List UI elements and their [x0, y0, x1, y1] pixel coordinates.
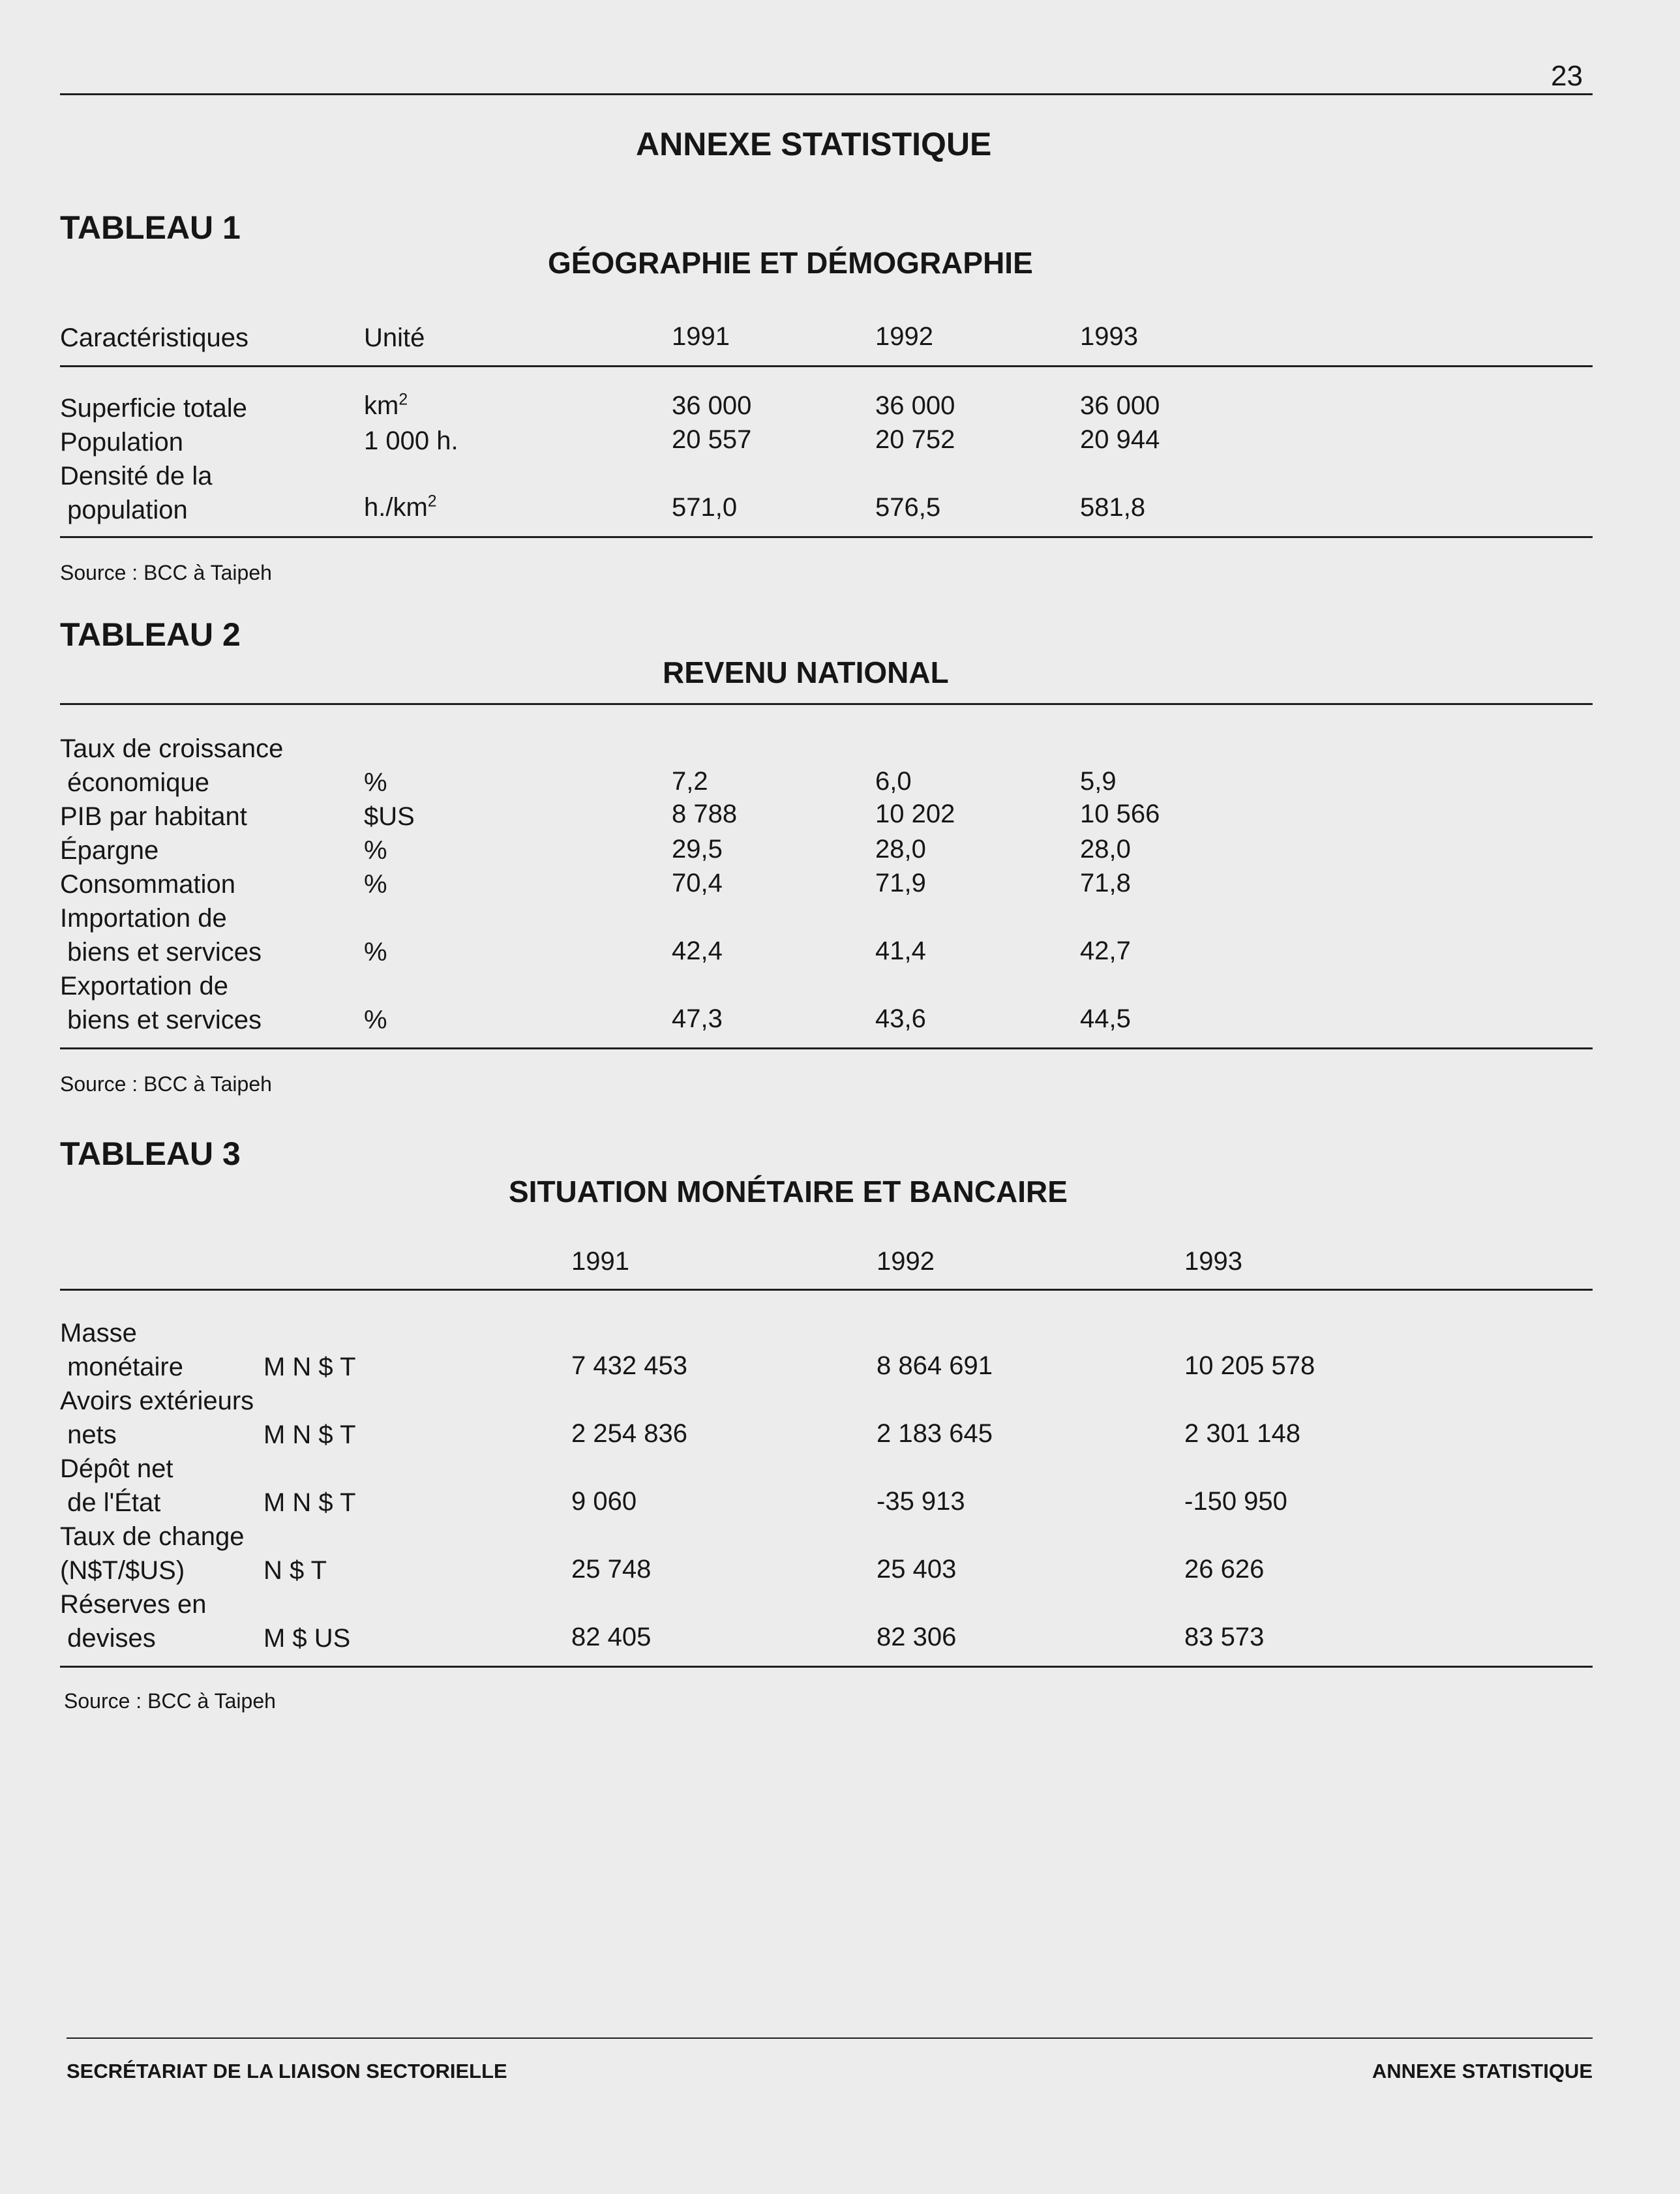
tableau1-header-characteristic: Caractéristiques	[60, 323, 249, 352]
table-cell-1992: 25 403	[877, 1555, 957, 1584]
table-row-unit: $h./km^2$	[364, 492, 437, 522]
tableau1-header-1993: 1993	[1080, 322, 1138, 351]
table-row-label: Masse	[60, 1319, 137, 1347]
table-cell-1991: 36 000	[672, 391, 752, 420]
tableau3-bottom-rule	[60, 1666, 1593, 1668]
tableau1-bottom-rule	[60, 536, 1593, 538]
table-cell-1992: 41,4	[875, 937, 926, 965]
table-row-label-cont: devises	[60, 1624, 156, 1653]
table-cell-1992: 20 752	[875, 425, 955, 454]
table-cell-1991: 20 557	[672, 425, 752, 454]
table-cell-1991: 2 254 836	[571, 1419, 687, 1448]
table-row-label-cont: monétaire	[60, 1353, 183, 1381]
table-cell-1993: 581,8	[1080, 493, 1146, 522]
table-row-unit: $km^2$	[364, 391, 408, 420]
tableau2-top-rule	[60, 703, 1593, 705]
table-cell-1992: 8 864 691	[877, 1351, 993, 1380]
table-row-label: Consommation	[60, 870, 236, 899]
table-row-label-cont: population	[60, 496, 188, 524]
table-cell-1991: 47,3	[672, 1004, 723, 1033]
table-row-label: Densité de la	[60, 462, 213, 490]
tableau3-header-1992: 1992	[877, 1247, 935, 1276]
tableau3-header-rule	[60, 1289, 1593, 1291]
table-row-label: Exportation de	[60, 972, 228, 1000]
table-cell-1991: 29,5	[672, 835, 723, 864]
table-row-label: Avoirs extérieurs	[60, 1387, 254, 1415]
table-row-label: Dépôt net	[60, 1454, 173, 1483]
table-row-label-cont: nets	[60, 1420, 117, 1449]
tableau3-title: SITUATION MONÉTAIRE ET BANCAIRE	[509, 1175, 1068, 1209]
table-cell-1991: 9 060	[571, 1487, 637, 1516]
table-cell-1991: 8 788	[672, 800, 738, 828]
table-cell-1993: 28,0	[1080, 835, 1131, 864]
table-cell-1992: 2 183 645	[877, 1419, 993, 1448]
table-cell-1992: 43,6	[875, 1004, 926, 1033]
tableau3-label: TABLEAU 3	[60, 1135, 241, 1172]
tableau2-label: TABLEAU 2	[60, 616, 241, 653]
tableau2-bottom-rule	[60, 1047, 1593, 1049]
table-cell-1993: 20 944	[1080, 425, 1160, 454]
table-row-label-cont: (N$T/$US)	[60, 1556, 185, 1585]
table-cell-1992: 10 202	[875, 800, 955, 828]
table-cell-1991: 7,2	[672, 767, 708, 796]
tableau1-source: Source : BCC à Taipeh	[60, 561, 272, 584]
table-cell-1991: 70,4	[672, 869, 723, 897]
table-row-label: Superficie totale	[60, 394, 247, 423]
table-row-label: Importation de	[60, 904, 227, 933]
table-row-unit: %	[364, 938, 387, 967]
table-cell-1993: 26 626	[1184, 1555, 1265, 1584]
table-cell-1991: 571,0	[672, 493, 738, 522]
table-row-label: Réserves en	[60, 1590, 207, 1619]
table-cell-1991: 25 748	[571, 1555, 652, 1584]
table-row-unit: M $ US	[263, 1624, 351, 1653]
table-row-label: Épargne	[60, 836, 159, 865]
page-number: 23	[1551, 60, 1583, 92]
table-row-unit: M N $ T	[263, 1420, 356, 1449]
table-cell-1991: 82 405	[571, 1623, 652, 1651]
table-row-label: PIB par habitant	[60, 802, 247, 831]
tableau1-title: GÉOGRAPHIE ET DÉMOGRAPHIE	[548, 246, 1033, 280]
table-cell-1993: 5,9	[1080, 767, 1117, 796]
table-cell-1993: 42,7	[1080, 937, 1131, 965]
annex-title: ANNEXE STATISTIQUE	[636, 126, 992, 162]
tableau2-title: REVENU NATIONAL	[663, 655, 949, 689]
header-rule	[60, 93, 1593, 95]
table-cell-1993: 10 566	[1080, 800, 1160, 828]
table-cell-1992: 71,9	[875, 869, 926, 897]
tableau1-label: TABLEAU 1	[60, 209, 241, 246]
table-cell-1992: 6,0	[875, 767, 912, 796]
tableau1-header-1991: 1991	[672, 322, 730, 351]
table-cell-1991: 42,4	[672, 937, 723, 965]
table-cell-1993: 44,5	[1080, 1004, 1131, 1033]
table-cell-1992: 82 306	[877, 1623, 957, 1651]
table-row-label-cont: économique	[60, 768, 210, 797]
table-cell-1992: 28,0	[875, 835, 926, 864]
tableau3-header-1991: 1991	[571, 1247, 629, 1276]
table-row-label: Population	[60, 428, 184, 457]
tableau3-source: Source : BCC à Taipeh	[64, 1689, 276, 1713]
table-row-unit: 1 000 h.	[364, 427, 458, 455]
table-row-label: Taux de croissance	[60, 734, 284, 763]
tableau1-header-rule	[60, 365, 1593, 367]
table-row-unit: M N $ T	[263, 1353, 356, 1381]
table-cell-1992: 36 000	[875, 391, 955, 420]
table-cell-1992: -35 913	[877, 1487, 965, 1516]
tableau1-header-unit: Unité	[364, 323, 425, 352]
footer-right: ANNEXE STATISTIQUE	[1372, 2060, 1593, 2082]
table-cell-1993: 10 205 578	[1184, 1351, 1315, 1380]
table-row-unit: %	[364, 768, 387, 797]
table-row-label-cont: biens et services	[60, 1006, 262, 1034]
table-row-label-cont: biens et services	[60, 938, 262, 967]
tableau2-source: Source : BCC à Taipeh	[60, 1072, 272, 1096]
footer-left: SECRÉTARIAT DE LA LIAISON SECTORIELLE	[67, 2060, 507, 2082]
table-row-label-cont: de l'État	[60, 1488, 161, 1517]
table-row-unit: %	[364, 1006, 387, 1034]
table-cell-1991: 7 432 453	[571, 1351, 687, 1380]
table-row-unit: N $ T	[263, 1556, 327, 1585]
table-cell-1992: 576,5	[875, 493, 941, 522]
footer-rule	[67, 2037, 1593, 2039]
table-row-label: Taux de change	[60, 1522, 245, 1551]
table-cell-1993: 71,8	[1080, 869, 1131, 897]
table-cell-1993: -150 950	[1184, 1487, 1287, 1516]
tableau3-header-1993: 1993	[1184, 1247, 1242, 1276]
table-cell-1993: 83 573	[1184, 1623, 1265, 1651]
table-row-unit: M N $ T	[263, 1488, 356, 1517]
tableau1-header-1992: 1992	[875, 322, 933, 351]
table-cell-1993: 36 000	[1080, 391, 1160, 420]
table-row-unit: %	[364, 870, 387, 899]
table-row-unit: %	[364, 836, 387, 865]
table-row-unit: $US	[364, 802, 415, 831]
table-cell-1993: 2 301 148	[1184, 1419, 1300, 1448]
